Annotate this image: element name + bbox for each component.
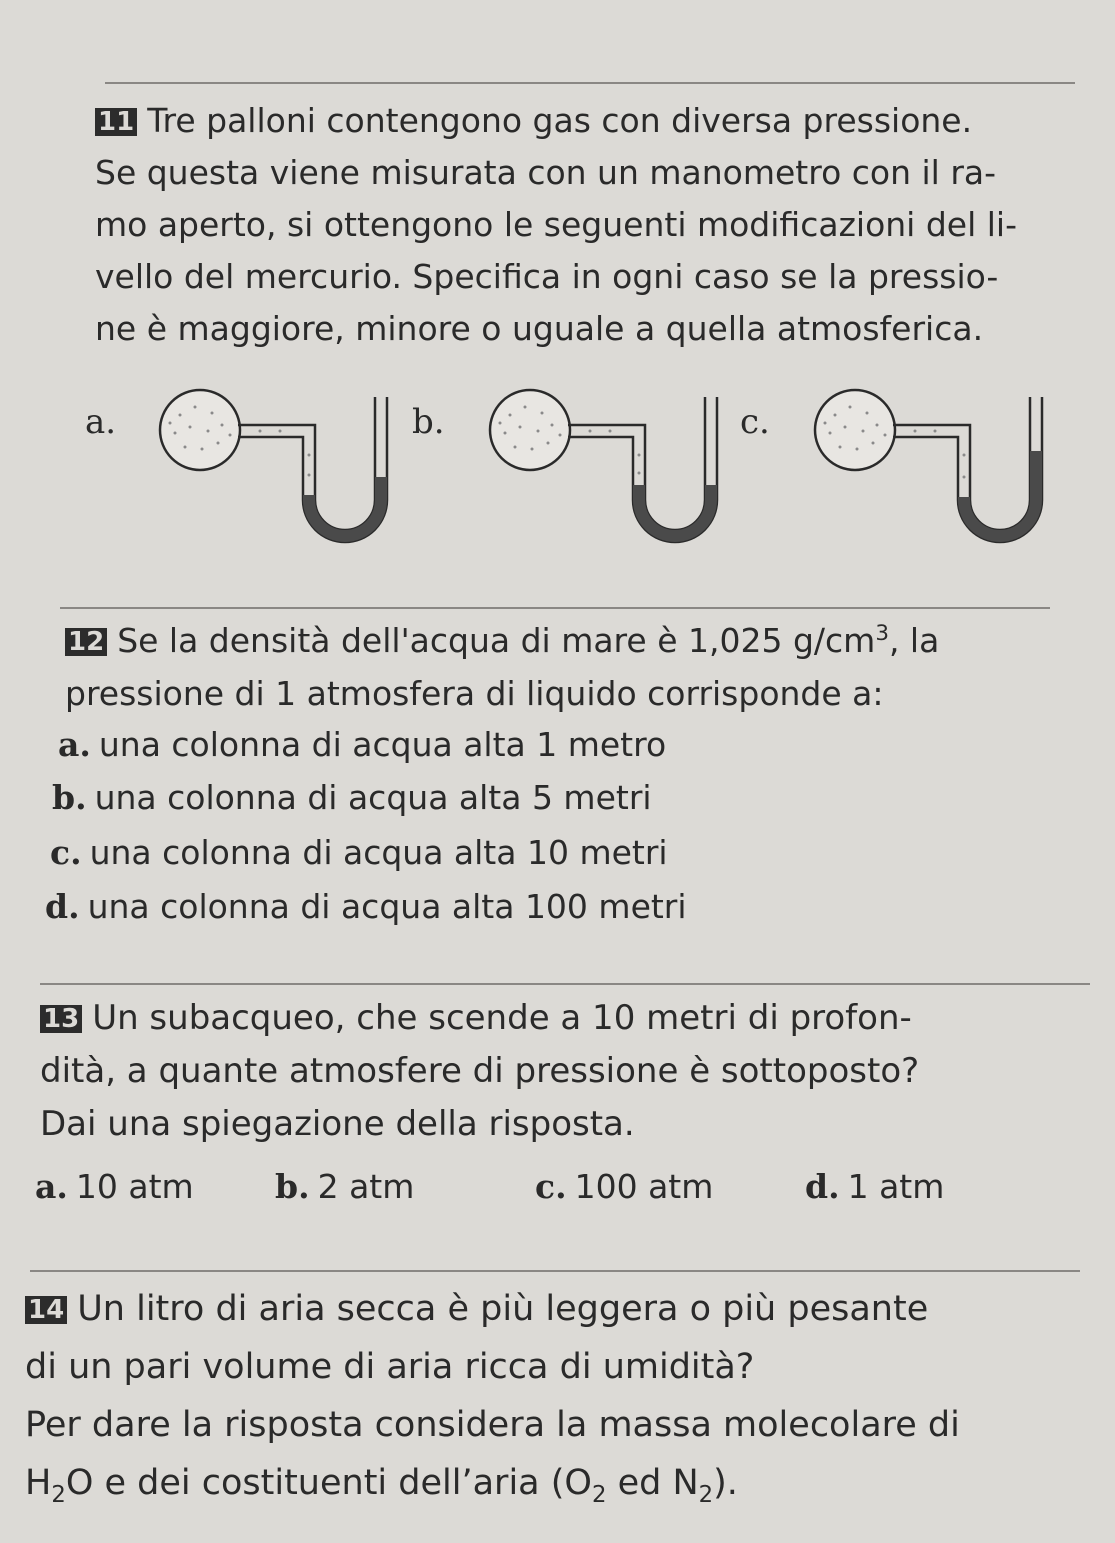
manometer-diagram-c xyxy=(805,385,1045,545)
q12-line-2: pressione di 1 atmosfera di liquido corrisponde a: xyxy=(65,674,884,713)
separator-q12 xyxy=(60,607,1050,609)
separator-q14 xyxy=(30,1270,1080,1272)
q11-line-1: 11 Tre palloni contengono gas con diversa pressione. xyxy=(95,92,1095,149)
question-14 xyxy=(25,1280,1105,1512)
diagram-label-c: c. xyxy=(740,402,770,442)
q12-option-a: a. una colonna di acqua alta 1 metro xyxy=(58,725,667,764)
q12-option-d: d. una colonna di acqua alta 100 metri xyxy=(45,887,687,926)
q11-line-5: ne è maggiore, minore o uguale a quella atmosferica. xyxy=(95,309,984,348)
question-13 xyxy=(40,990,1100,1153)
question-number-11: 11 xyxy=(95,108,137,136)
manometer-diagram-a xyxy=(150,385,390,545)
q14-line-3: Per dare la risposta considera la massa molecolare di xyxy=(25,1405,960,1445)
q12-option-b: b. una colonna di acqua alta 5 metri xyxy=(52,778,652,817)
q11-line-2: Se questa viene misurata con un manometro con il ra- xyxy=(95,153,997,192)
q11-line-4: vello del mercurio. Specifica in ogni caso se la pressio- xyxy=(95,257,999,296)
q14-line-4: $H_2O$ e dei costituenti dell’aria ($O_2$ ed $N_2$). xyxy=(25,1463,738,1508)
diagram-label-a: a. xyxy=(85,402,117,442)
question-number-14: 14 xyxy=(25,1296,67,1324)
separator-q13 xyxy=(40,983,1090,985)
q13-option-b: b. 2 atm xyxy=(275,1167,415,1206)
question-11 xyxy=(95,92,1095,357)
q14-line-1: 14 Un litro di aria secca è più leggera o più pesante xyxy=(25,1280,1105,1338)
q13-option-a: a. 10 atm xyxy=(35,1167,194,1206)
separator-top xyxy=(105,82,1075,84)
question-number-13: 13 xyxy=(40,1005,82,1033)
q13-line-1: 13 Un subacqueo, che scende a 10 metri di profon- xyxy=(40,990,1100,1047)
q13-option-c: c. 100 atm xyxy=(535,1167,714,1206)
q12-line-1: 12 Se la densità dell'acqua di mare è 1,025 $g/cm^3$, la xyxy=(65,612,1105,669)
q11-line-3: mo aperto, si ottengono le seguenti modificazioni del li- xyxy=(95,205,1017,244)
manometer-diagram-b xyxy=(480,385,720,545)
q13-line-3: Dai una spiegazione della risposta. xyxy=(40,1104,635,1144)
q13-line-2: dità, a quante atmosfere di pressione è sottoposto? xyxy=(40,1051,920,1091)
question-12 xyxy=(65,612,1105,722)
question-number-12: 12 xyxy=(65,628,107,656)
q13-option-d: d. 1 atm xyxy=(805,1167,945,1206)
q14-line-2: di un pari volume di aria ricca di umidità? xyxy=(25,1347,755,1387)
q12-option-c: c. una colonna di acqua alta 10 metri xyxy=(50,833,668,872)
diagram-label-b: b. xyxy=(412,402,445,442)
